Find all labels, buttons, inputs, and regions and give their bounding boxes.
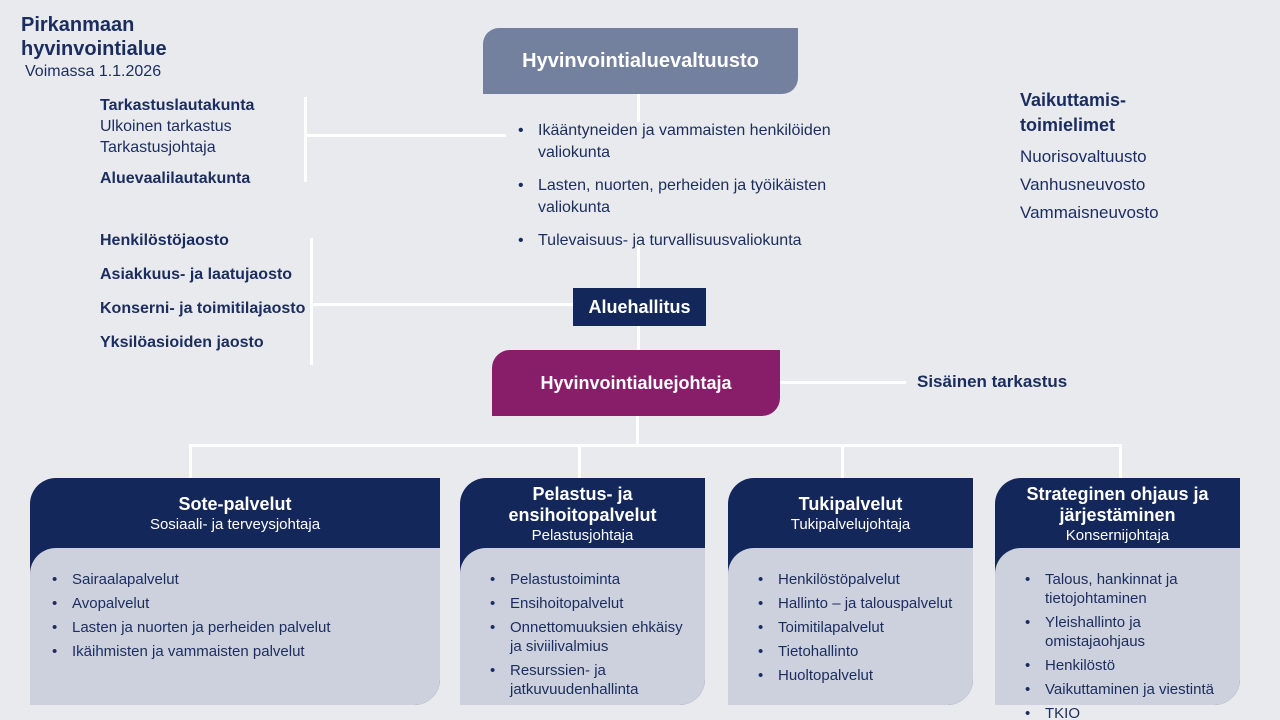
card-subtitle: Konsernijohtaja — [1065, 526, 1170, 544]
card-subtitle: Sosiaali- ja terveysjohtaja — [149, 516, 321, 533]
bracket-audit-horizontal — [304, 134, 506, 137]
logo-line1: Pirkanmaan — [21, 14, 135, 36]
card-bullet: • Huoltopalvelut — [756, 666, 965, 685]
card-subtitle: Pelastusjohtaja — [531, 526, 634, 544]
card-bullet-list — [995, 548, 1240, 720]
influence-bodies-group — [1020, 88, 1250, 227]
card-bullet: • Henkilöstö — [1023, 656, 1232, 675]
card-subtitle: Tukipalvelujohtaja — [790, 516, 911, 533]
committee-list — [516, 120, 888, 263]
influence-title-line2: toimielimet — [1020, 115, 1116, 135]
card-header — [30, 478, 440, 548]
board-box — [573, 288, 706, 326]
card-header — [728, 478, 973, 548]
card-title: Sote-palvelut — [178, 494, 292, 514]
card-title: Pelastus- ja ensihoitopalvelut — [508, 483, 657, 525]
validity-date: Voimassa 1.1.2026 — [25, 63, 162, 80]
card-title: Strateginen ohjaus ja järjestäminen — [1026, 483, 1209, 525]
influence-title — [1020, 88, 1250, 138]
audit-committee-group — [100, 95, 315, 189]
card-bullet: • Ikäihmisten ja vammaisten palvelut — [50, 642, 432, 661]
card-bullet: • Yleishallinto ja omistajaohjaus — [1023, 613, 1232, 651]
external-audit-label: Ulkoinen tarkastus — [100, 118, 232, 135]
audit-director-label: Tarkastusjohtaja — [100, 139, 216, 156]
card-bullet: • Toimitilapalvelut — [756, 618, 965, 637]
director-label: Hyvinvointialuejohtaja — [540, 372, 732, 393]
connector-internal-audit — [780, 381, 906, 384]
card-bullet: • Resurssien- ja jatkuvuudenhallinta — [488, 661, 697, 699]
card-bullet: • TKIO — [1023, 704, 1232, 720]
card-bullet: • Onnettomuuksien ehkäisy ja siviilivalmius — [488, 618, 697, 656]
logo-line2: hyvinvointialue — [21, 38, 167, 60]
influence-item: Nuorisovaltuusto — [1020, 147, 1147, 166]
divisions-group — [100, 230, 315, 366]
logo — [21, 13, 167, 61]
card-header — [460, 478, 705, 548]
card-pelastus-ensihoito — [460, 478, 705, 705]
connector-bus — [189, 444, 1122, 447]
card-bullet: • Henkilöstöpalvelut — [756, 570, 965, 589]
council-box — [483, 28, 798, 94]
bracket-divisions-horizontal — [310, 303, 576, 306]
card-bullet: • Vaikuttaminen ja viestintä — [1023, 680, 1232, 699]
card-bullet-list — [30, 548, 440, 705]
card-header — [995, 478, 1240, 548]
division-item: Konserni- ja toimitilajaosto — [100, 300, 306, 317]
election-board-label: Aluevaalilautakunta — [100, 170, 251, 187]
influence-item: Vanhusneuvosto — [1020, 175, 1146, 194]
influence-item: Vammaisneuvosto — [1020, 203, 1159, 222]
connector-director-bus — [636, 416, 639, 446]
committee-item: • Tulevaisuus- ja turvallisuusvaliokunta — [516, 230, 888, 252]
card-bullet: • Lasten ja nuorten ja perheiden palvelut — [50, 618, 432, 637]
card-bullet: • Pelastustoiminta — [488, 570, 697, 589]
board-label: Aluehallitus — [588, 296, 691, 317]
card-bullet: • Hallinto – ja talouspalvelut — [756, 594, 965, 613]
card-tukipalvelut — [728, 478, 973, 705]
connector-drop-card3 — [841, 444, 844, 478]
division-item: Henkilöstöjaosto — [100, 232, 229, 249]
connector-drop-card1 — [189, 444, 192, 478]
committee-item: • Lasten, nuorten, perheiden ja työikäisten valiokunta — [516, 175, 888, 219]
card-strateginen-ohjaus — [995, 478, 1240, 720]
connector-drop-card2 — [578, 444, 581, 478]
connector-drop-card4 — [1119, 444, 1122, 478]
card-bullet-list — [460, 548, 705, 705]
division-item: Yksilöasioiden jaosto — [100, 334, 264, 351]
card-title: Tukipalvelut — [798, 494, 903, 514]
card-bullet: • Talous, hankinnat ja tietojohtaminen — [1023, 570, 1232, 608]
committee-item: • Ikääntyneiden ja vammaisten henkilöiden valiokunta — [516, 120, 888, 164]
card-bullet-list — [728, 548, 973, 705]
card-bullet: • Sairaalapalvelut — [50, 570, 432, 589]
card-bullet: • Tietohallinto — [756, 642, 965, 661]
director-box — [492, 350, 780, 416]
card-bullet: • Ensihoitopalvelut — [488, 594, 697, 613]
audit-committee-title: Tarkastuslautakunta — [100, 97, 255, 114]
card-sote-palvelut — [30, 478, 440, 705]
internal-audit-label: Sisäinen tarkastus — [917, 372, 1068, 391]
division-item: Asiakkuus- ja laatujaosto — [100, 266, 293, 283]
card-bullet: • Avopalvelut — [50, 594, 432, 613]
connector-council-down — [637, 94, 640, 122]
influence-title-line1: Vaikuttamis- — [1020, 90, 1127, 110]
influence-list — [1020, 143, 1250, 227]
spacer — [100, 158, 315, 168]
connector-board-director — [637, 326, 640, 351]
council-label: Hyvinvointialuevaltuusto — [522, 49, 759, 72]
